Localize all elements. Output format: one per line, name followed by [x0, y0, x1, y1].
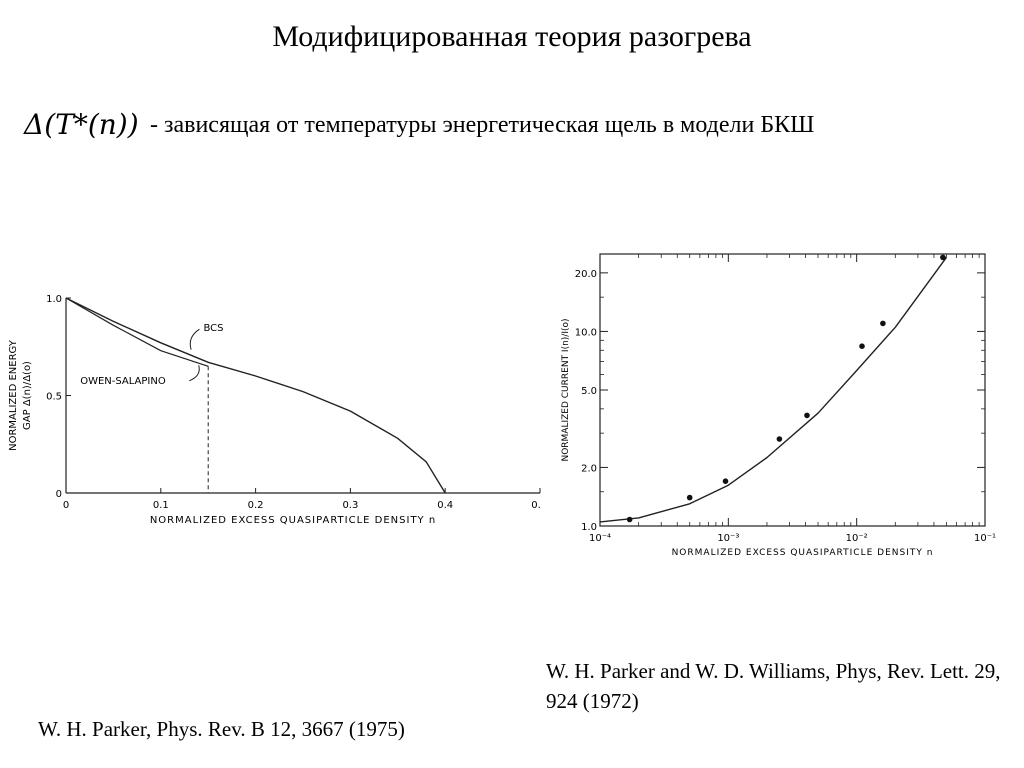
data-point	[627, 517, 633, 523]
y-axis-label-2	[22, 361, 33, 430]
x-tick-label: 0.2	[247, 500, 264, 511]
x-axis-label: NORMALIZED EXCESS QUASIPARTICLE DENSITY n	[149, 515, 437, 526]
x-tick-label: 0.1	[152, 500, 169, 511]
y-tick-label: 10.0	[574, 327, 597, 339]
y-tick-label: 1.0	[581, 522, 597, 533]
series-bcs	[66, 298, 445, 493]
x-tick-label: 10⁻¹	[973, 533, 997, 544]
y-axis-label: NORMALIZED CURRENT I(n)/I(o)	[561, 318, 571, 462]
x-tick-label: 0.	[531, 500, 541, 511]
theory-curve	[600, 257, 946, 522]
y-axis-label-line: GAP Δ(n)/Δ(o)	[22, 361, 33, 430]
series-label-owen-salapino: OWEN-SALAPINO	[80, 375, 166, 387]
y-tick-label: 2.0	[581, 463, 597, 475]
x-tick-label: 10⁻²	[845, 533, 868, 544]
data-point	[804, 413, 810, 419]
gap-formula: Δ(T*(n))	[24, 108, 139, 141]
data-point	[723, 478, 729, 484]
normalized-current-chart	[540, 240, 1010, 570]
citation-right: W. H. Parker and W. D. Williams, Phys, Rev. Lett. 29, 924 (1972)	[546, 659, 1001, 713]
plot-area	[575, 254, 996, 544]
x-tick-label: 10⁻³	[717, 533, 740, 544]
data-point	[859, 343, 865, 349]
owen-salapino-pointer	[189, 365, 199, 381]
data-point	[880, 321, 886, 327]
series-label-bcs: BCS	[203, 323, 224, 335]
energy-gap-chart	[0, 280, 560, 540]
data-point	[687, 495, 693, 501]
x-tick-label: 0.4	[437, 500, 454, 511]
y-tick-label: 5.0	[581, 386, 597, 397]
y-tick-label: 20.0	[574, 268, 597, 280]
plot-area	[46, 294, 541, 511]
x-tick-label: 0	[62, 500, 70, 511]
x-tick-label: 0.3	[342, 500, 359, 511]
x-tick-label: 10⁻⁴	[588, 533, 612, 544]
y-axis-label	[8, 339, 19, 451]
citation-left: W. H. Parker, Phys. Rev. B 12, 3667 (1975)	[38, 717, 405, 741]
bcs-pointer	[190, 329, 199, 350]
slide-title: Модифицированная теория разогрева	[272, 20, 752, 53]
gap-description: - зависящая от температуры энергетическая щель в модели БКШ	[150, 112, 815, 138]
y-tick-label: 0	[55, 489, 62, 500]
x-axis-label: NORMALIZED EXCESS QUASIPARTICLE DENSITY n	[671, 548, 934, 558]
data-point	[777, 436, 783, 442]
y-tick-label: 0.5	[46, 391, 62, 403]
plot-frame	[600, 254, 985, 526]
y-axis-label-line: NORMALIZED ENERGY	[8, 340, 19, 451]
y-tick-label: 1.0	[46, 294, 62, 305]
data-point	[940, 255, 946, 261]
